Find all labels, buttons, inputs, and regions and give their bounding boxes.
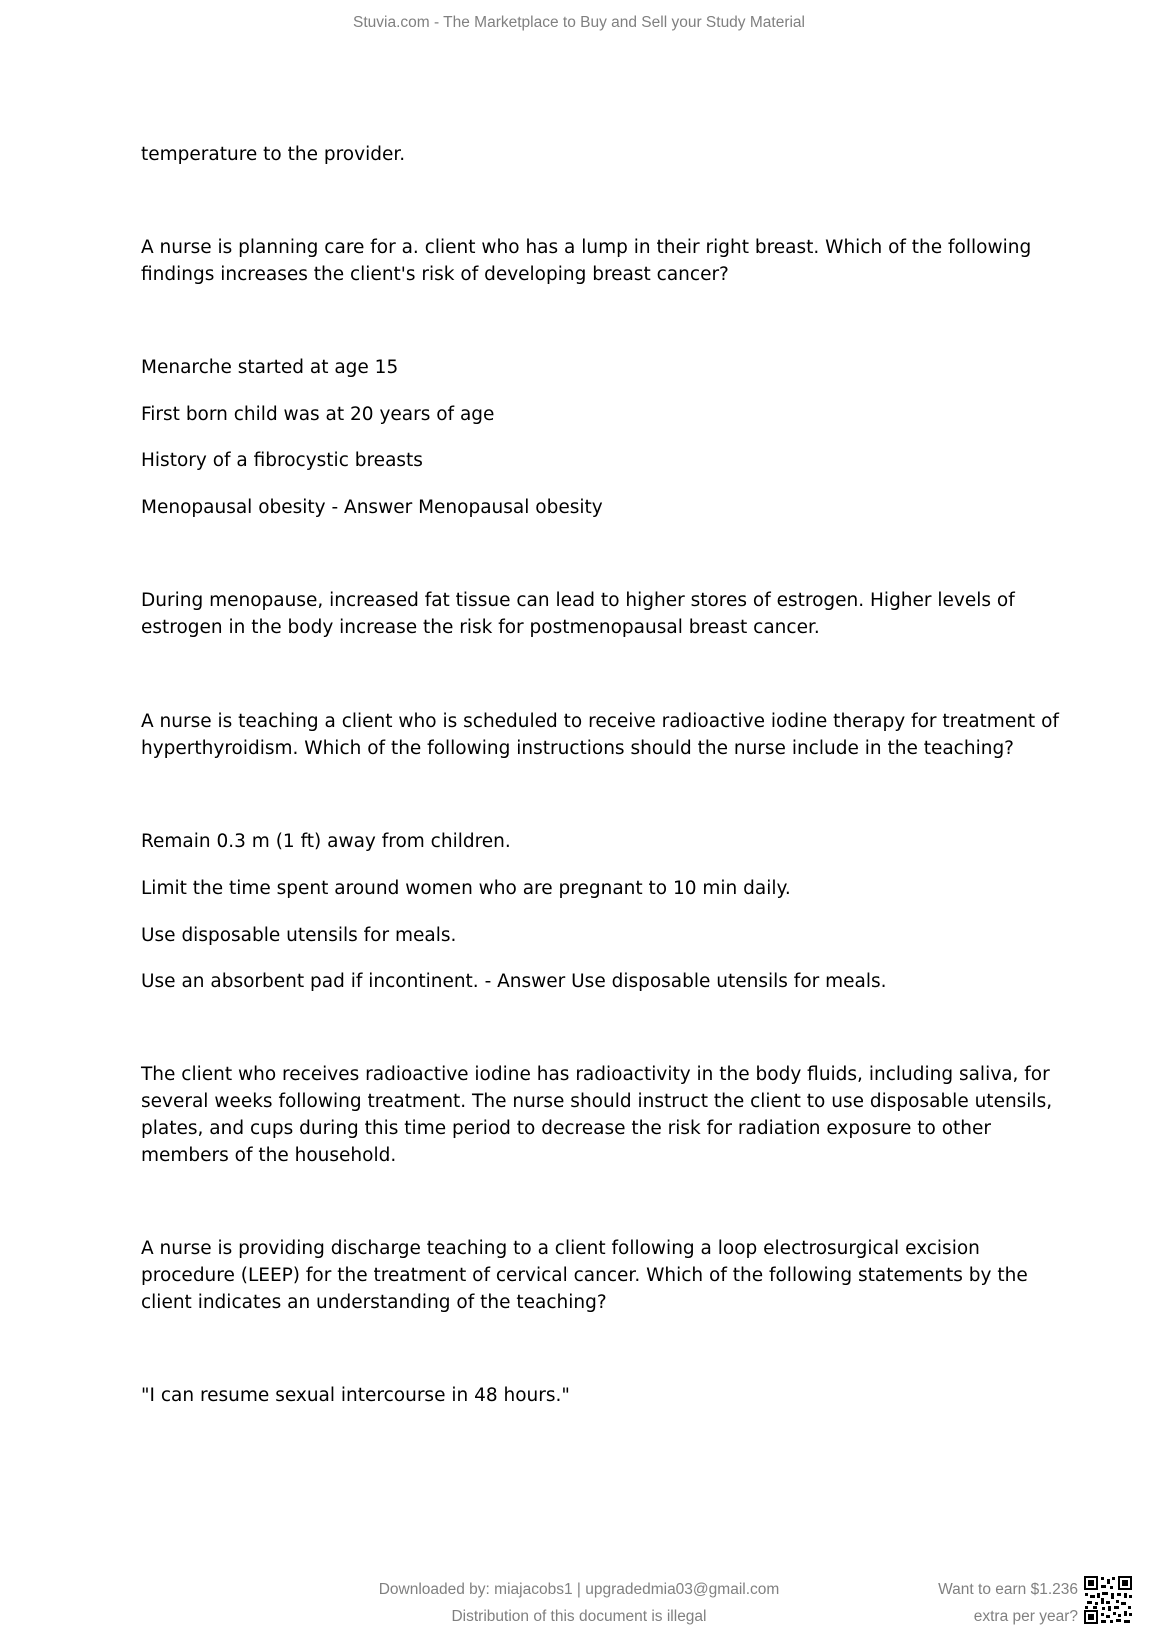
answer-option: Use an absorbent pad if incontinent. - Answer Use disposable utensils for meals. xyxy=(141,971,887,992)
answer-option: Menopausal obesity - Answer Menopausal obesity xyxy=(141,497,603,518)
paragraph: temperature to the provider. xyxy=(141,144,406,165)
question-text: A nurse is planning care for a. client who has a lump in their right breast. Which of the following findings increases the client's risk of developing breast cancer? xyxy=(141,237,1032,285)
page-header: Stuvia.com - The Marketplace to Buy and Sell your Study Material xyxy=(352,14,805,31)
answer-option: First born child was at 20 years of age xyxy=(141,404,495,425)
earn-promo-line2[interactable]: extra per year? xyxy=(973,1608,1078,1625)
answer-option: Remain 0.3 m (1 ft) away from children. xyxy=(141,831,511,852)
answer-option: Menarche started at age 15 xyxy=(141,357,399,378)
answer-option: Limit the time spent around women who are pregnant to 10 min daily. xyxy=(141,878,791,899)
rationale-text: The client who receives radioactive iodine has radioactivity in the body fluids, including saliva, for several weeks following treatment. The nurse should instruct the client to use disposable utensils, plates, and cups during this time period to decrease the risk for radiation exposure to other members of the household. xyxy=(141,1064,1053,1166)
question-text: A nurse is teaching a client who is scheduled to receive radioactive iodine therapy for treatment of hyperthyroidism. Which of the following instructions should the nurse include in the teaching? xyxy=(141,711,1059,759)
answer-option: Use disposable utensils for meals. xyxy=(141,925,457,946)
distribution-notice: Distribution of this document is illegal xyxy=(451,1608,707,1625)
download-info: Downloaded by: miajacobs1 | upgradedmia03@gmail.com xyxy=(378,1581,780,1598)
rationale-text: During menopause, increased fat tissue can lead to higher stores of estrogen. Higher levels of estrogen in the body increase the risk for postmenopausal breast cancer. xyxy=(141,590,1015,638)
qr-code-icon[interactable] xyxy=(1084,1576,1132,1624)
question-text: A nurse is providing discharge teaching to a client following a loop electrosurgical excision procedure (LEEP) for the treatment of cervical cancer. Which of the following statements by the client indicates an understanding of the teaching? xyxy=(141,1238,1028,1313)
earn-promo-line1[interactable]: Want to earn $1.236 xyxy=(938,1581,1078,1598)
answer-option: "I can resume sexual intercourse in 48 hours." xyxy=(141,1385,570,1406)
answer-option: History of a fibrocystic breasts xyxy=(141,450,423,471)
